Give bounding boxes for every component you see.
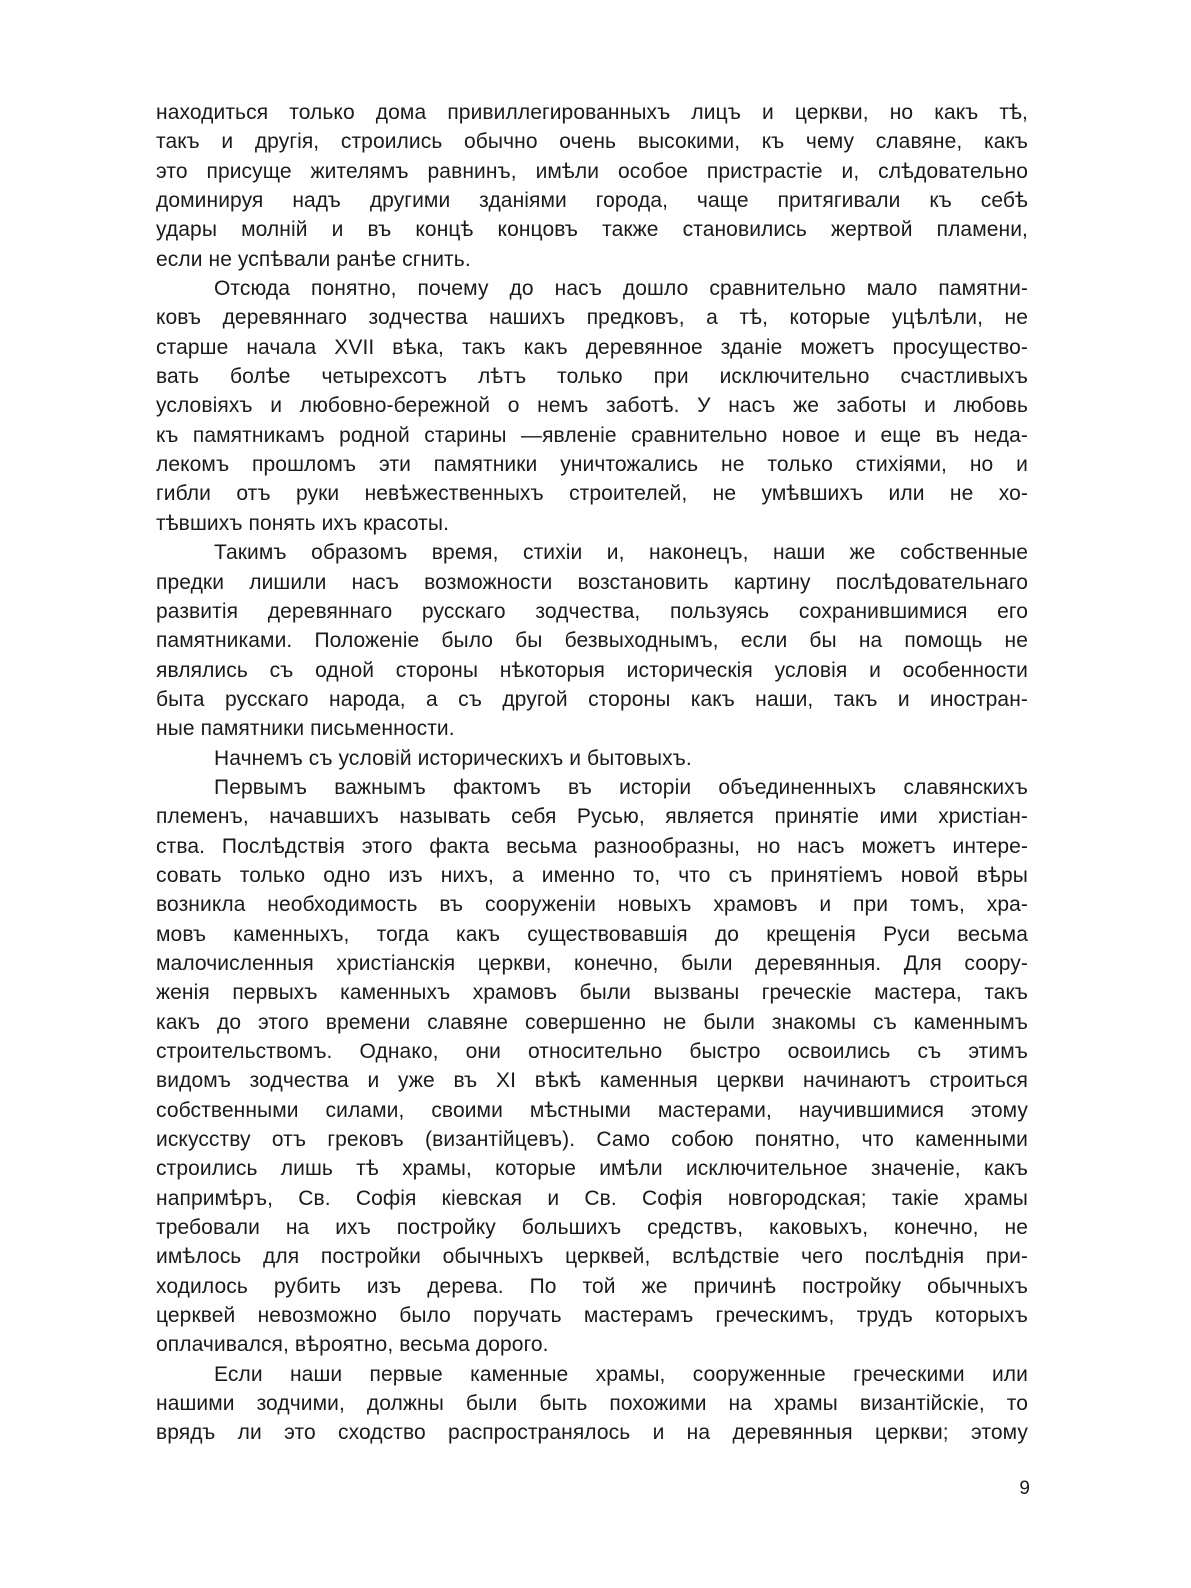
text-line: это присуще жителямъ равнинъ, имѣли особое пристрастіе и, слѣдовательно — [156, 159, 1028, 183]
text-line: Отсюда понятно, почему до насъ дошло сравнительно мало памятни- — [214, 277, 1028, 301]
text-line: тѣвшихъ понять ихъ красоты. — [156, 511, 450, 535]
text-line: развитія деревяннаго русскаго зодчества, пользуясь сохранившимися его — [156, 599, 1028, 623]
text-line: совать только одно изъ нихъ, а именно то, что съ принятіемъ новой вѣры — [156, 863, 1028, 887]
text-line: если не успѣвали ранѣе сгнить. — [156, 247, 471, 271]
text-line: врядъ ли это сходство распространялось и на деревянныя церкви; этому — [156, 1421, 1028, 1445]
text-line: малочисленныя христіанскія церкви, конечно, были деревянныя. Для соору- — [156, 951, 1028, 975]
text-line: Если наши первые каменные храмы, сооруженные греческими или — [214, 1362, 1028, 1386]
text-line: предки лишили насъ возможности возстановить картину послѣдовательнаго — [156, 570, 1028, 594]
text-line: мовъ каменныхъ, тогда какъ существовавшія до крещенія Руси весьма — [156, 922, 1028, 946]
text-line: гибли отъ руки невѣжественныхъ строителей, не умѣвшихъ или не хо- — [156, 482, 1028, 506]
text-line: вать болѣе четырехсотъ лѣтъ только при исключительно счастливыхъ — [156, 365, 1028, 389]
text-line: условіяхъ и любовно-бережной о немъ заботѣ. У насъ же заботы и любовь — [156, 394, 1028, 418]
text-line: возникла необходимость въ сооруженіи новыхъ храмовъ и при томъ, хра- — [156, 893, 1028, 917]
text-line: являлись съ одной стороны нѣкоторыя историческія условія и особенности — [156, 658, 1028, 682]
text-line: лекомъ прошломъ эти памятники уничтожались не только стихіями, но и — [156, 453, 1028, 477]
text-line: такъ и другія, строились обычно очень высокими, къ чему славяне, какъ — [156, 130, 1028, 154]
text-line: церквей невозможно было поручать мастерамъ греческимъ, трудъ которыхъ — [156, 1304, 1028, 1328]
text-line: ства. Послѣдствія этого факта весьма разнообразны, но насъ можетъ интере- — [156, 834, 1028, 858]
text-line: находиться только дома привиллегированныхъ лицъ и церкви, но какъ тѣ, — [156, 101, 1028, 124]
text-line: оплачивался, вѣроятно, весьма дорого. — [156, 1333, 549, 1357]
text-line: Такимъ образомъ время, стихіи и, наконецъ, наши же собственные — [214, 541, 1028, 565]
text-line: племенъ, начавшихъ называть себя Русью, является принятіе ими христіан- — [156, 805, 1028, 829]
text-line: какъ до этого времени славяне совершенно не были знакомы съ каменнымъ — [156, 1010, 1028, 1034]
text-line: Первымъ важнымъ фактомъ въ исторіи объединенныхъ славянскихъ — [214, 775, 1028, 799]
text-line: Начнемъ съ условій историческихъ и бытовыхъ. — [214, 746, 692, 770]
text-line: къ памятникамъ родной старины —явленіе сравнительно новое и еще въ неда- — [156, 423, 1028, 447]
text-line: ковъ деревяннаго зодчества нашихъ предковъ, а тѣ, которые уцѣлѣли, не — [156, 306, 1028, 330]
text-line: искусству отъ грековъ (византійцевъ). Само собою понятно, что каменными — [156, 1128, 1028, 1152]
text-line: строительствомъ. Однако, они относительно быстро освоились съ этимъ — [156, 1040, 1028, 1063]
text-line: удары молній и въ концѣ концовъ также становились жертвой пламени, — [156, 218, 1028, 242]
text-line: требовали на ихъ постройку большихъ средствъ, каковыхъ, конечно, не — [156, 1216, 1028, 1240]
text-line: ходилось рубить изъ дерева. По той же причинѣ постройку обычныхъ — [156, 1274, 1028, 1298]
text-line: собственными силами, своими мѣстными мастерами, научившимися этому — [156, 1098, 1028, 1122]
text-line: видомъ зодчества и уже въ XI вѣкѣ каменныя церкви начинаютъ строиться — [156, 1069, 1028, 1093]
text-line: ные памятники письменности. — [156, 717, 455, 741]
text-line: строились лишь тѣ храмы, которые имѣли исключительное значеніе, какъ — [156, 1157, 1028, 1181]
text-line: нашими зодчими, должны были быть похожими на храмы византійскіе, то — [156, 1392, 1028, 1416]
text-line: женія первыхъ каменныхъ храмовъ были вызваны греческіе мастера, такъ — [156, 981, 1028, 1005]
text-line: памятниками. Положеніе было бы безвыходнымъ, если бы на помощь не — [156, 629, 1028, 653]
text-line: доминируя надъ другими зданіями города, чаще притягивали къ себѣ — [156, 189, 1028, 213]
text-line: имѣлось для постройки обычныхъ церквей, вслѣдствіе чего послѣднія при- — [156, 1245, 1028, 1269]
text-line: старше начала XVII вѣка, такъ какъ деревянное зданіе можетъ просущество- — [156, 335, 1028, 359]
text-line: быта русскаго народа, а съ другой стороны какъ наши, такъ и иностран- — [156, 687, 1028, 711]
page-number: 9 — [1019, 1478, 1030, 1499]
text-line: напримѣръ, Св. Софія кіевская и Св. Софія новгородская; такіе храмы — [156, 1186, 1028, 1210]
body-text — [156, 98, 1028, 1448]
